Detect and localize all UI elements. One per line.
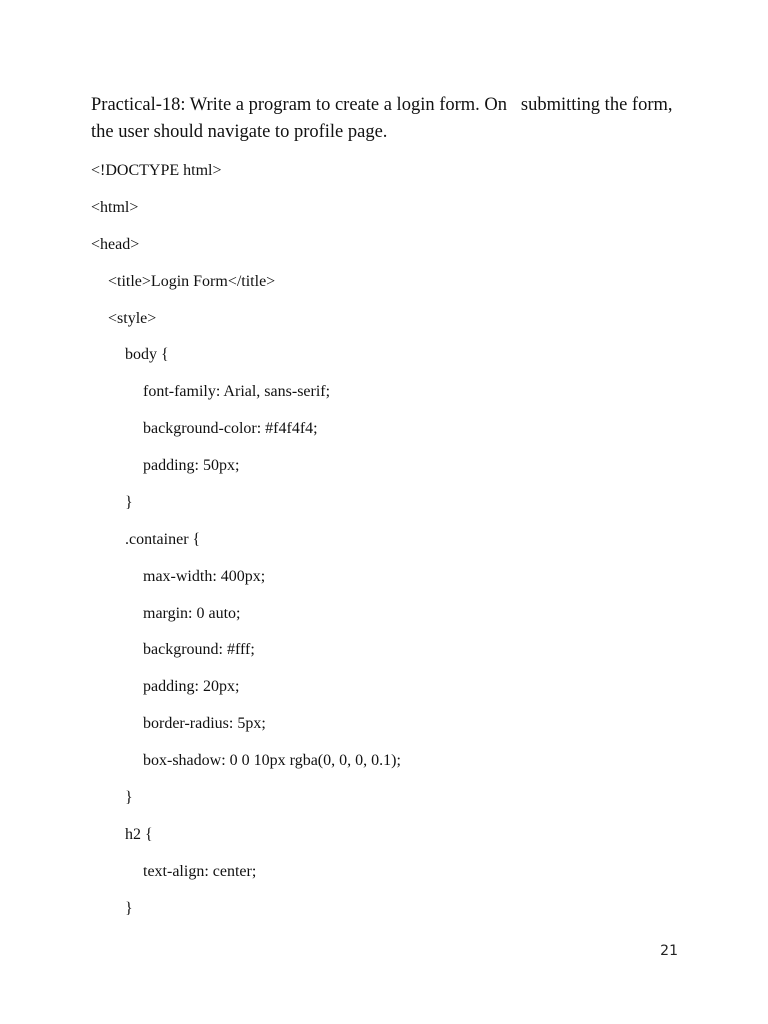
code-line: <head>	[91, 236, 140, 253]
code-line: h2 {	[125, 826, 153, 843]
code-line: text-align: center;	[143, 863, 257, 880]
code-line: <style>	[108, 310, 157, 327]
code-line: box-shadow: 0 0 10px rgba(0, 0, 0, 0.1);	[143, 752, 401, 769]
code-line: padding: 50px;	[143, 457, 240, 474]
code-line: padding: 20px;	[143, 678, 240, 695]
code-line: }	[125, 900, 133, 917]
code-line: .container {	[125, 531, 201, 548]
code-line: background: #fff;	[143, 641, 255, 658]
code-line: <!DOCTYPE html>	[91, 162, 222, 179]
code-line: background-color: #f4f4f4;	[143, 420, 318, 437]
code-line: }	[125, 494, 133, 511]
page-number: 21	[660, 943, 678, 959]
code-line: body {	[125, 346, 169, 363]
code-line: max-width: 400px;	[143, 568, 266, 585]
code-line: margin: 0 auto;	[143, 605, 241, 622]
code-line: <html>	[91, 199, 139, 216]
practical-heading: Practical-18: Write a program to create a login form. On submitting the form, the user should navigate to profile page.	[91, 95, 678, 142]
code-line: border-radius: 5px;	[143, 715, 266, 732]
code-line: }	[125, 789, 133, 806]
code-line: font-family: Arial, sans-serif;	[143, 383, 331, 400]
code-line: <title>Login Form</title>	[108, 273, 276, 290]
